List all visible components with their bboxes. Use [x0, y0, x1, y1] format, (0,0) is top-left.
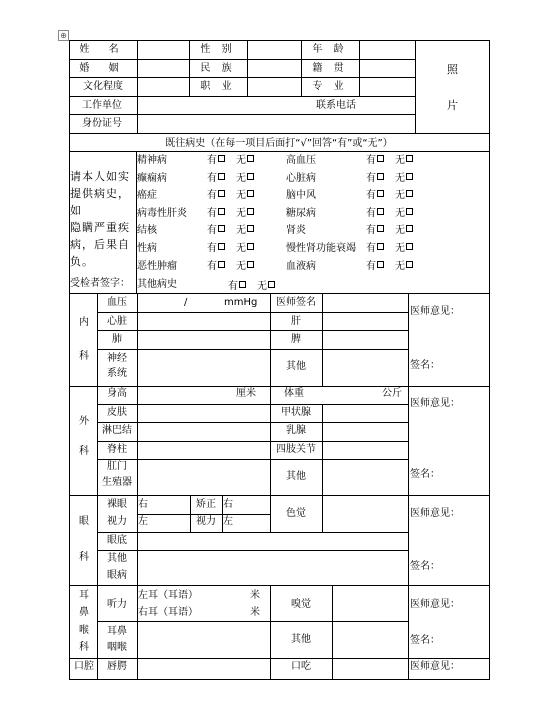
- grid-line: [137, 293, 138, 386]
- label-phone: 联系电话: [316, 100, 356, 111]
- yes-label: 有: [366, 155, 376, 166]
- internal-dept-2: 科: [79, 351, 89, 362]
- checkbox-icon[interactable]: [247, 173, 254, 180]
- no-label: 无: [236, 225, 246, 237]
- history-option-no[interactable]: [395, 243, 413, 255]
- checkbox-icon[interactable]: [268, 281, 275, 288]
- checkbox-icon[interactable]: [406, 225, 413, 232]
- label-spleen: 脾: [291, 334, 301, 345]
- grid-line: [97, 349, 409, 350]
- checkbox-icon[interactable]: [377, 190, 384, 197]
- checkbox-icon[interactable]: [406, 243, 413, 250]
- checkbox-icon[interactable]: [406, 190, 413, 197]
- yes-label: 有: [207, 172, 217, 184]
- grid-line: [359, 40, 360, 96]
- checkbox-icon[interactable]: [218, 173, 225, 180]
- label-hearing: 听力: [107, 599, 127, 610]
- checkbox-icon[interactable]: [218, 243, 225, 250]
- yes-label: 有: [366, 260, 376, 272]
- no-label: 无: [395, 190, 405, 202]
- checkbox-icon[interactable]: [247, 243, 254, 250]
- label-internal-other: 其他: [286, 361, 306, 372]
- history-option-no[interactable]: [395, 225, 413, 237]
- no-label: 无: [395, 207, 405, 219]
- eye-opinion: 医师意见：: [410, 508, 460, 519]
- grid-line: [69, 133, 490, 134]
- history-note-line: 请本人如实: [70, 170, 130, 183]
- label-liver: 肝: [291, 316, 301, 327]
- history-option-yes[interactable]: [207, 155, 225, 167]
- history-option-no[interactable]: [236, 173, 254, 185]
- history-option-no[interactable]: [395, 155, 413, 167]
- grid-line: [97, 459, 409, 460]
- yes-label: 有: [207, 190, 217, 202]
- label-nose-2: 咽喉: [107, 642, 127, 653]
- yes-label: 有: [366, 207, 376, 219]
- corr-right: 右: [223, 499, 233, 510]
- history-option-yes[interactable]: [207, 190, 225, 202]
- history-item-label: 癌症: [137, 190, 157, 202]
- ent-sign: 签名：: [410, 635, 440, 646]
- history-other-yes[interactable]: [228, 281, 246, 293]
- checkbox-icon[interactable]: [218, 261, 225, 268]
- no-label: 无: [257, 281, 267, 292]
- yes-label: 有: [366, 172, 376, 184]
- grid-line: [69, 96, 416, 97]
- bp-unit: mmHg: [224, 297, 258, 308]
- label-major: 专 业: [312, 81, 348, 92]
- grid-line: [322, 495, 323, 532]
- checkbox-icon[interactable]: [218, 190, 225, 197]
- ent-opinion: 医师意见：: [410, 599, 460, 610]
- label-nose-1: 耳鼻: [107, 626, 127, 637]
- checkbox-icon[interactable]: [247, 261, 254, 268]
- history-signer: 受检者签字：: [70, 278, 130, 289]
- label-lung: 肺: [112, 334, 122, 345]
- yes-label: 有: [207, 225, 217, 237]
- grid-line: [332, 585, 333, 679]
- history-note: [70, 168, 134, 270]
- label-education: 文化程度: [83, 81, 123, 92]
- bp-separator: /: [184, 297, 188, 308]
- checkbox-icon[interactable]: [218, 208, 225, 215]
- history-option-yes[interactable]: [207, 243, 225, 255]
- history-option-no[interactable]: [236, 155, 254, 167]
- surgery-sign: 签名：: [410, 469, 440, 480]
- label-surgery-other: 其他: [286, 471, 306, 482]
- checkbox-icon[interactable]: [247, 225, 254, 232]
- grid-line: [97, 550, 409, 551]
- label-smell: 嗅觉: [291, 599, 311, 610]
- history-option-yes[interactable]: [207, 208, 225, 220]
- history-note-line: 隐瞒严重疾: [70, 221, 130, 234]
- yes-label: 有: [207, 243, 217, 254]
- checkbox-icon[interactable]: [377, 243, 384, 250]
- yes-label: 有: [207, 207, 217, 219]
- label-lymph: 淋巴结: [102, 425, 132, 436]
- no-label: 无: [395, 172, 405, 184]
- left-ear-unit: 米: [250, 590, 260, 601]
- history-item-label: 精神病: [137, 155, 167, 166]
- history-option-yes[interactable]: [366, 155, 384, 167]
- history-option-yes[interactable]: [207, 261, 225, 273]
- grid-line: [69, 495, 490, 496]
- yes-label: 有: [207, 260, 217, 272]
- history-option-no[interactable]: [395, 173, 413, 185]
- history-note-line: 病，后果自: [70, 238, 130, 251]
- yes-label: 有: [366, 243, 376, 254]
- label-fundus: 眼底: [107, 535, 127, 546]
- grid-line: [97, 422, 409, 423]
- no-label: 无: [395, 243, 405, 254]
- checkbox-icon[interactable]: [406, 155, 413, 162]
- history-option-no[interactable]: [395, 261, 413, 273]
- label-spine: 脊柱: [107, 444, 127, 455]
- history-note-line: 提供病史，如: [70, 187, 130, 217]
- surgery-dept-2: 科: [79, 446, 89, 457]
- ent-dept-1: 耳: [79, 590, 89, 601]
- yes-label: 有: [366, 190, 376, 202]
- checkbox-icon[interactable]: [377, 155, 384, 162]
- label-left-ear: 左耳（耳语）: [138, 590, 198, 601]
- move-handle-icon[interactable]: ⊕: [58, 30, 69, 41]
- no-label: 无: [236, 260, 246, 272]
- history-option-yes[interactable]: [207, 225, 225, 237]
- history-item-label: 心脏病: [286, 172, 316, 184]
- right-ear-unit: 米: [250, 607, 260, 618]
- internal-dept-1: 内: [79, 317, 89, 328]
- history-item-label: 结核: [137, 225, 157, 237]
- label-nerve-1: 神经: [107, 353, 127, 364]
- label-corr-1: 矫正: [196, 499, 216, 510]
- grid-line: [97, 441, 409, 442]
- history-option-yes[interactable]: [366, 208, 384, 220]
- history-other-no[interactable]: [257, 281, 275, 293]
- label-stutter: 口吃: [291, 661, 311, 672]
- history-item-label: 病毒性肝炎: [137, 207, 187, 219]
- grid-line: [69, 59, 416, 60]
- grid-line: [322, 293, 323, 386]
- checkbox-icon[interactable]: [247, 190, 254, 197]
- yes-label: 有: [228, 281, 238, 292]
- grid-line: [97, 312, 409, 313]
- naked-right: 右: [138, 499, 148, 510]
- label-thyroid: 甲状腺: [281, 407, 311, 418]
- no-label: 无: [236, 190, 246, 202]
- no-label: 无: [395, 260, 405, 272]
- label-name: 姓 名: [79, 44, 127, 55]
- history-item-label: 血液病: [286, 260, 316, 272]
- grid-line: [69, 658, 490, 659]
- no-label: 无: [236, 243, 246, 254]
- label-skin: 皮肤: [107, 407, 127, 418]
- grid-line: [97, 532, 409, 533]
- label-ent-other: 其他: [291, 634, 311, 645]
- label-gender: 性 别: [200, 44, 236, 55]
- label-breast: 乳腺: [286, 425, 306, 436]
- oral-opinion: 医师意见：: [410, 661, 460, 672]
- label-doctor-sign: 医师签名: [276, 297, 316, 308]
- label-eye-other-1: 其他: [107, 553, 127, 564]
- internal-opinion: 医师意见：: [410, 306, 460, 317]
- history-option-no[interactable]: [236, 208, 254, 220]
- ent-dept-2: 鼻: [79, 607, 89, 618]
- weight-unit: 公斤: [382, 388, 402, 399]
- history-option-yes[interactable]: [366, 261, 384, 273]
- naked-left: 左: [138, 516, 148, 527]
- label-height: 身高: [107, 388, 127, 399]
- no-label: 无: [395, 155, 405, 166]
- history-item-label: 性病: [137, 243, 157, 254]
- label-bp: 血压: [107, 297, 127, 308]
- height-unit: 厘米: [236, 388, 256, 399]
- history-option-yes[interactable]: [366, 243, 384, 255]
- checkbox-icon[interactable]: [377, 261, 384, 268]
- label-right-ear: 右耳（耳语）: [138, 607, 198, 618]
- history-title: 既往病史（在每一项目后面打“√”回答“有”或“无”）: [165, 138, 393, 149]
- checkbox-icon[interactable]: [406, 208, 413, 215]
- grid-line: [97, 621, 409, 622]
- history-option-no[interactable]: [236, 190, 254, 202]
- checkbox-icon[interactable]: [239, 281, 246, 288]
- history-item-label: 慢性肾功能衰竭: [286, 243, 356, 254]
- checkbox-icon[interactable]: [377, 208, 384, 215]
- eye-sign: 签名：: [410, 561, 440, 572]
- grid-line: [137, 40, 138, 133]
- no-label: 无: [236, 207, 246, 219]
- history-note-line: 负。: [70, 255, 94, 268]
- surgery-dept-1: 外: [79, 416, 89, 427]
- grid-line: [69, 679, 490, 680]
- grid-line: [408, 585, 409, 679]
- yes-label: 有: [207, 155, 217, 166]
- label-anus-2: 生殖器: [102, 477, 132, 488]
- checkbox-icon[interactable]: [247, 155, 254, 162]
- label-nerve-2: 系统: [107, 368, 127, 379]
- checkbox-icon[interactable]: [377, 173, 384, 180]
- history-item-label: 高血压: [286, 155, 316, 166]
- grid-line: [97, 330, 409, 331]
- grid-line: [69, 114, 416, 115]
- grid-line: [69, 151, 490, 152]
- grid-line: [322, 404, 323, 495]
- label-lips: 唇腭: [107, 661, 127, 672]
- history-option-yes[interactable]: [366, 190, 384, 202]
- grid-line: [97, 404, 409, 405]
- label-naked-1: 裸眼: [107, 499, 127, 510]
- label-age: 年 龄: [312, 44, 348, 55]
- history-item-label: 肾炎: [286, 225, 306, 237]
- grid-line: [69, 585, 490, 586]
- history-item-label: 恶性肿瘤: [137, 260, 177, 272]
- grid-line: [69, 293, 490, 294]
- label-corr-2: 视力: [196, 516, 216, 527]
- eye-dept-1: 眼: [79, 516, 89, 527]
- internal-sign: 签名：: [410, 360, 440, 371]
- no-label: 无: [395, 225, 405, 237]
- label-ethnic: 民 族: [200, 63, 236, 74]
- label-limbs: 四肢关节: [276, 444, 316, 455]
- ent-dept-3: 喉: [79, 625, 89, 636]
- grid-line: [408, 293, 409, 386]
- photo-label-1: 照: [447, 63, 458, 76]
- yes-label: 有: [366, 225, 376, 237]
- grid-line: [247, 40, 248, 96]
- history-option-yes[interactable]: [207, 173, 225, 185]
- label-native: 籍 贯: [312, 63, 348, 74]
- history-option-no[interactable]: [236, 243, 254, 255]
- label-job: 职 业: [200, 81, 236, 92]
- photo-label-2: 片: [447, 99, 458, 112]
- checkbox-icon[interactable]: [377, 225, 384, 232]
- label-marriage: 婚 姻: [79, 63, 127, 74]
- history-option-yes[interactable]: [366, 173, 384, 185]
- grid-line: [415, 40, 416, 133]
- history-option-yes[interactable]: [366, 225, 384, 237]
- history-item-label: 癫痫病: [137, 172, 167, 184]
- history-item-label: 糖尿病: [286, 207, 316, 219]
- history-item-label: 脑中风: [286, 190, 316, 202]
- label-workplace: 工作单位: [82, 100, 122, 111]
- label-idno: 身份证号: [82, 118, 122, 129]
- label-heart: 心脏: [107, 316, 127, 327]
- oral-dept: 口腔: [74, 661, 94, 672]
- corr-left: 左: [223, 516, 233, 527]
- label-weight: 体重: [284, 388, 304, 399]
- grid-line: [69, 386, 490, 387]
- checkbox-icon[interactable]: [247, 208, 254, 215]
- ent-dept-4: 科: [79, 642, 89, 653]
- label-eye-other-2: 眼病: [107, 570, 127, 581]
- history-other: 其他病史: [137, 279, 177, 290]
- no-label: 无: [236, 172, 246, 184]
- history-option-no[interactable]: [395, 190, 413, 202]
- grid-line: [137, 514, 271, 515]
- no-label: 无: [236, 155, 246, 166]
- checkbox-icon[interactable]: [406, 261, 413, 268]
- surgery-opinion: 医师意见：: [410, 398, 460, 409]
- grid-line: [69, 40, 490, 41]
- label-color-vision: 色觉: [286, 508, 306, 519]
- grid-line: [408, 495, 409, 585]
- checkbox-icon[interactable]: [218, 155, 225, 162]
- label-naked-2: 视力: [107, 516, 127, 527]
- checkbox-icon[interactable]: [218, 225, 225, 232]
- grid-line: [69, 77, 416, 78]
- eye-dept-2: 科: [79, 552, 89, 563]
- grid-line: [489, 40, 490, 679]
- history-option-no[interactable]: [236, 225, 254, 237]
- history-option-no[interactable]: [236, 261, 254, 273]
- history-option-no[interactable]: [395, 208, 413, 220]
- label-anus-1: 肛门: [107, 461, 127, 472]
- checkbox-icon[interactable]: [406, 173, 413, 180]
